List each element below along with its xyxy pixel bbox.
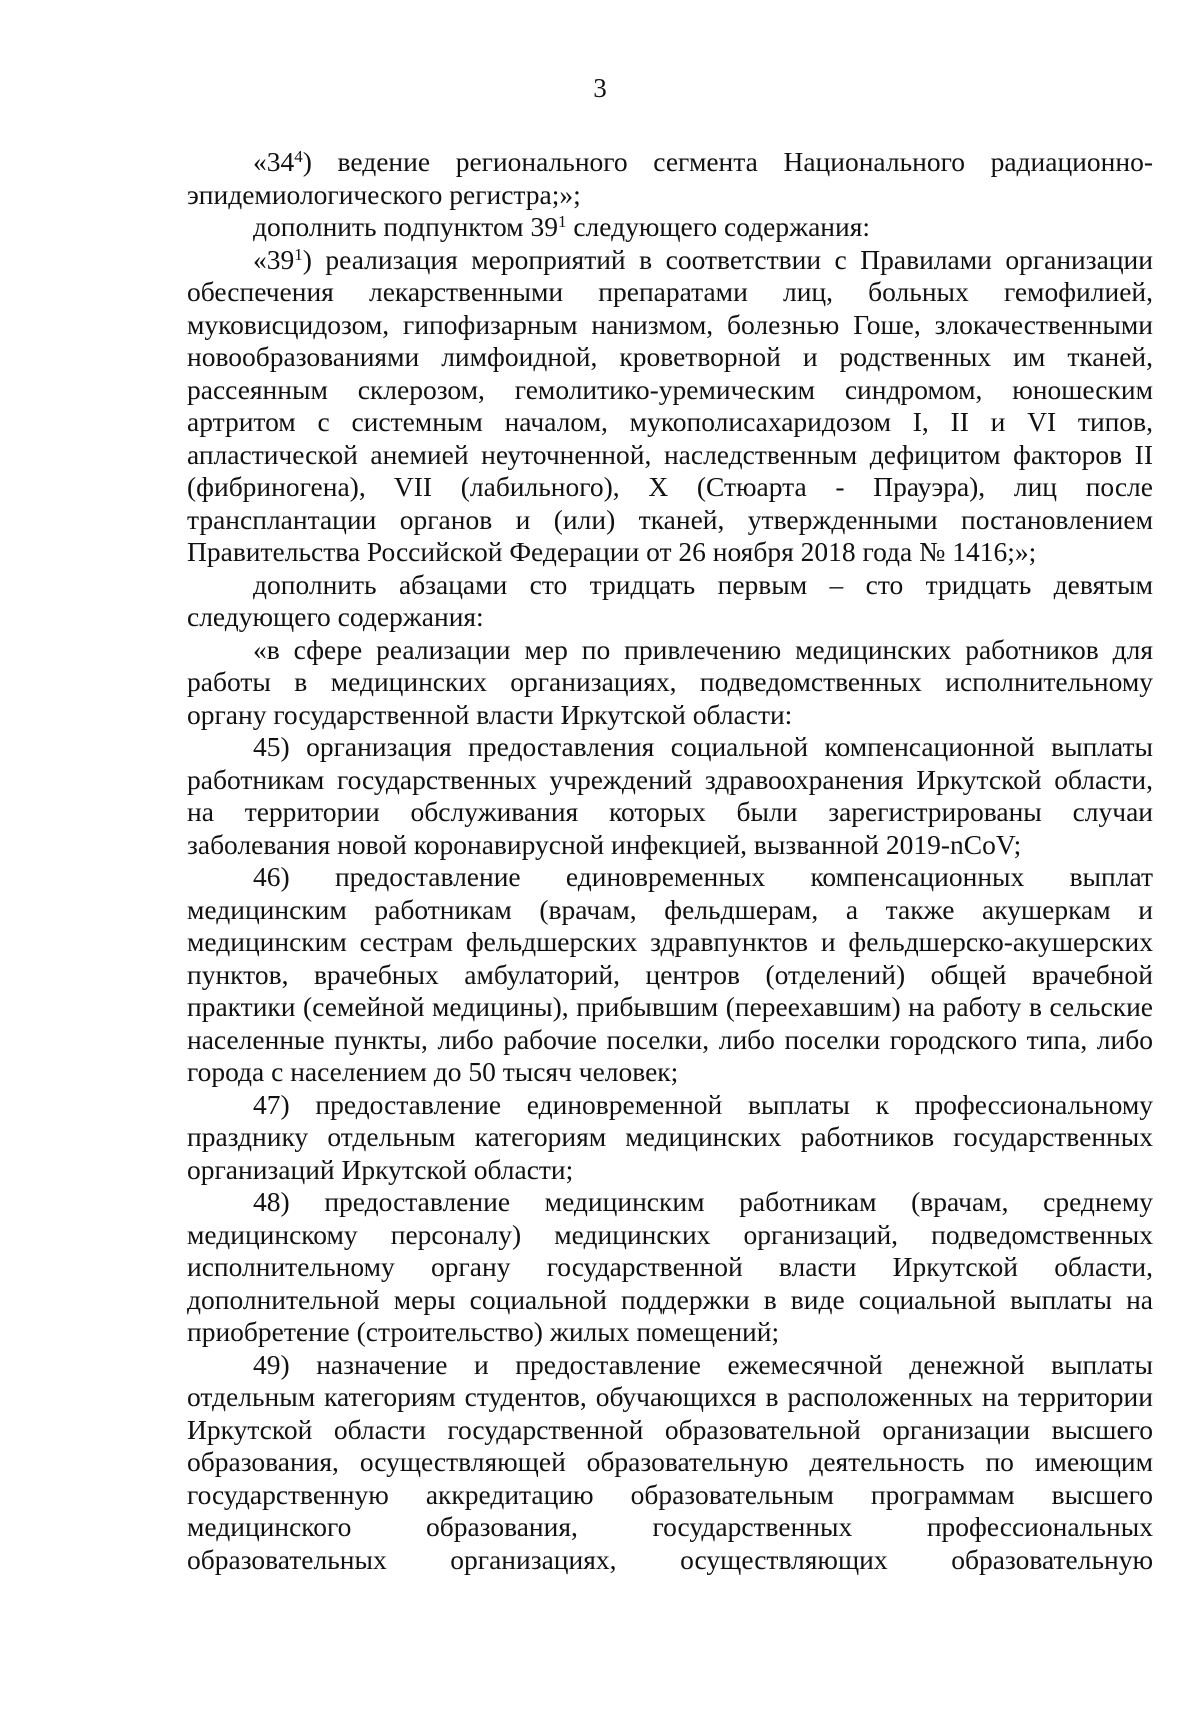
paragraph-text: дополнить подпунктом 39	[253, 211, 558, 242]
superscript: 1	[294, 244, 303, 264]
paragraph-text: ) ведение регионального сегмента Национального радиационно-эпидемиологического регистра;»;	[187, 146, 1153, 210]
paragraph-item-47: 47) предоставление единовременной выплаты к профессиональному празднику отдельным категориям медицинских работников государственных организаций Иркутской области;	[187, 1088, 1153, 1185]
paragraph-item-34-4	[187, 146, 1153, 211]
paragraph-text: ) реализация мероприятий в соответствии с Правилами организации обеспечения лекарственными препаратами лиц, больных гемофилией, муковисцидозом, гипофизарным нанизмом, болезнью Гоше, злокачественными новообразованиями лимфоидной, кроветворной и родственных им тканей, рассеянным склерозом, гемолитико-уремическим синдромом, юношеским артритом с системным началом, мукополисахаридозом I, II и VI типов, апластической анемией неуточненной, наследственным дефицитом факторов II (фибриногена), VII (лабильного), X (Стюарта - Прауэра), лиц после трансплантации органов и (или) тканей, утвержденными постановлением Правительства Российской Федерации от 26 ноября 2018 года № 1416;»;	[187, 243, 1153, 567]
superscript: 1	[557, 212, 567, 231]
superscript: 4	[294, 147, 303, 166]
document-body	[187, 146, 1153, 1576]
page-number: 3	[593, 73, 607, 103]
paragraph-item-39-1	[187, 244, 1153, 569]
paragraph-text: «34	[253, 146, 295, 177]
paragraph-text: «39	[253, 243, 295, 275]
paragraph-item-46: 46) предоставление единовременных компенсационных выплат медицинским работникам (врачам, фельдшерам, а также акушеркам и медицинским сестрам фельдшерских здравпунктов и фельдшерско-акушерских пунктов, врачебных амбулаторий, центров (отделений) общей врачебной практики (семейной медицины), прибывшим (переехавшим) на работу в сельские населенные пункты, либо рабочие поселки, либо поселки городского типа, либо города с населением до 50 тысяч человек;	[187, 861, 1153, 1087]
paragraph-item-48: 48) предоставление медицинским работникам (врачам, среднему медицинскому персоналу) медицинских организаций, подведомственных исполнительному органу государственной власти Иркутской области, дополнительной меры социальной поддержки в виде социальной выплаты на приобретение (строительство) жилых помещений;	[187, 1186, 1153, 1347]
paragraph-text: следующего содержания:	[566, 211, 871, 242]
paragraph-item-45: 45) организация предоставления социальной компенсационной выплаты работникам государственных учреждений здравоохранения Иркутской области, на территории обслуживания которых были зарегистрированы случаи заболевания новой коронавирусной инфекцией, вызванной 2019-nCoV;	[187, 731, 1153, 860]
paragraph-item-49: 49) назначение и предоставление ежемесячной денежной выплаты отдельным категориям студентов, обучающихся в расположенных на территории Иркутской области государственной образовательной организации высшего образования, осуществляющей образовательную деятельность по имеющим государственную аккредитацию образовательным программам высшего медицинского образования, государственных профессиональных образовательных организациях, осуществляющих образовательную	[187, 1348, 1153, 1575]
paragraph-section-heading: «в сфере реализации мер по привлечению медицинских работников для работы в медицинских организациях, подведомственных исполнительному органу государственной власти Иркутской области:	[187, 633, 1153, 730]
paragraph-amend-39-1	[187, 211, 1153, 244]
paragraph-amend-131-139: дополнить абзацами сто тридцать первым – сто тридцать девятым следующего содержания:	[187, 568, 1153, 632]
